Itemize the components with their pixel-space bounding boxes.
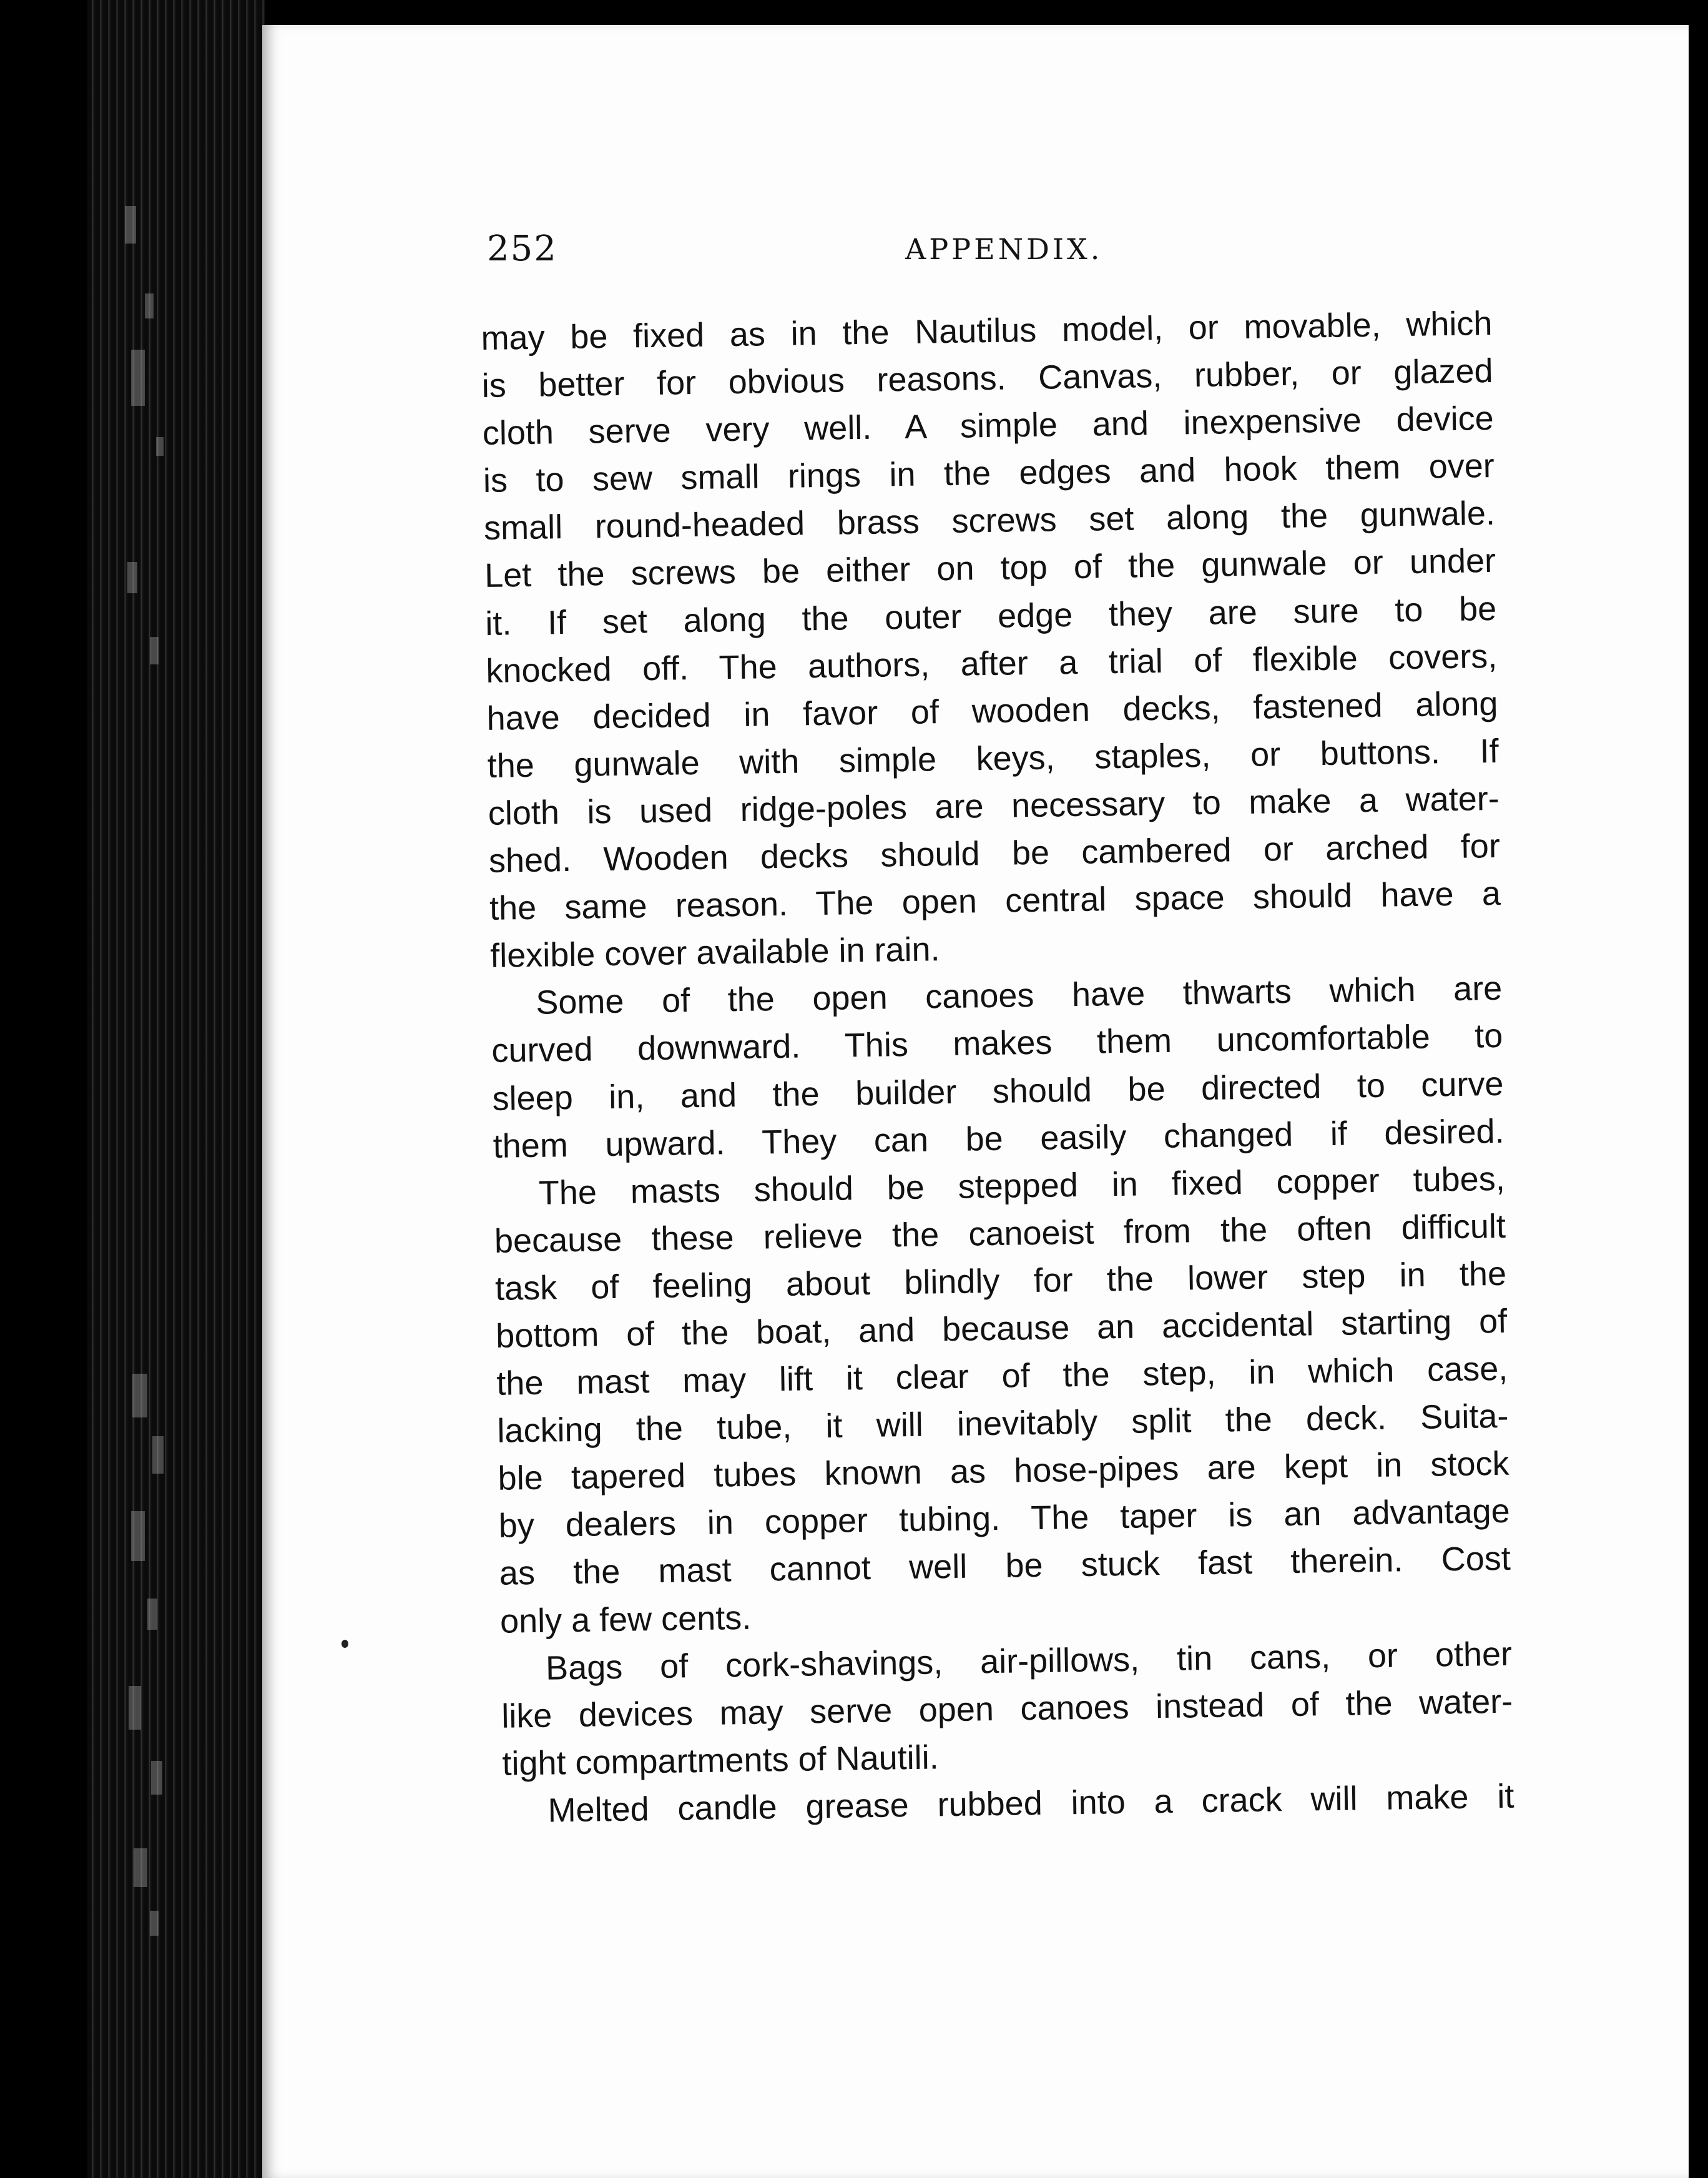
text-line: may be fixed as in the Nautilus model, or movable, which xyxy=(481,304,1493,357)
text-line: it. If set along the outer edge they are sure to be xyxy=(484,589,1497,643)
text-line: the gunwale with simple keys, staples, or buttons. If xyxy=(487,732,1499,785)
stack-speckle xyxy=(134,1848,147,1887)
page-stack-edge xyxy=(87,0,265,2178)
text-line: task of feeling about blindly for the lower step in the xyxy=(494,1254,1507,1308)
stack-speckle xyxy=(131,350,145,406)
stack-speckle xyxy=(156,437,164,456)
text-line: by dealers in copper tubing. The taper is an advantage xyxy=(498,1492,1511,1545)
text-line: flexible cover available in rain. xyxy=(489,930,940,975)
running-head: APPENDIX. xyxy=(905,232,1103,266)
text-line: cloth is used ridge-poles are necessary to make a water- xyxy=(488,779,1500,832)
stack-speckle xyxy=(150,637,159,664)
text-line: like devices may serve open canoes instead of the water- xyxy=(501,1682,1513,1735)
page-number: 252 xyxy=(487,229,557,269)
text-line: Some of the open canoes have thwarts which are xyxy=(535,970,1503,1022)
stack-speckle xyxy=(129,1686,141,1730)
text-line: is to sew small rings in the edges and hook them over xyxy=(483,447,1495,500)
text-line: tight compartments of Nautili. xyxy=(501,1738,940,1783)
text-line: shed. Wooden decks should be cambered or arched for xyxy=(488,827,1501,880)
text-line: Melted candle grease rubbed into a crack will make it xyxy=(547,1777,1514,1830)
text-line: because these relieve the canoeist from the often difficult xyxy=(494,1207,1506,1260)
stack-speckle xyxy=(125,206,136,244)
stack-speckle xyxy=(152,1436,164,1474)
page-header xyxy=(487,229,1473,278)
stack-speckle xyxy=(127,562,137,593)
body-text xyxy=(481,300,1514,1835)
text-line: as the mast cannot well be stuck fast therein. Cost xyxy=(499,1540,1511,1593)
stack-speckle xyxy=(145,293,154,318)
text-line: The masts should be stepped in fixed copper tubes, xyxy=(538,1160,1506,1212)
text-line: them upward. They can be easily changed if desired. xyxy=(493,1112,1505,1165)
ink-speck xyxy=(341,1640,348,1648)
text-line: knocked off. The authors, after a trial of flexible covers, xyxy=(486,637,1498,690)
text-line: is better for obvious reasons. Canvas, rubber, or glazed xyxy=(481,352,1493,405)
text-line: the same reason. The open central space should have a xyxy=(489,874,1501,928)
stack-speckle xyxy=(132,1374,147,1417)
stack-speckle xyxy=(147,1599,157,1630)
text-line: the mast may lift it clear of the step, in which case, xyxy=(496,1349,1508,1402)
text-line: have decided in favor of wooden decks, fastened along xyxy=(486,684,1498,737)
stack-speckle xyxy=(131,1511,145,1561)
text-line: small round-headed brass screws set along the gunwale. xyxy=(483,495,1496,548)
text-line: sleep in, and the builder should be directed to curve xyxy=(492,1065,1504,1118)
text-line: Bags of cork-shavings, air-pillows, tin cans, or other xyxy=(545,1635,1513,1687)
text-line: ble tapered tubes known as hose-pipes are kept in stock xyxy=(498,1445,1509,1498)
text-line: cloth serve very well. A simple and inexpensive device xyxy=(482,400,1494,453)
text-line: lacking the tube, it will inevitably split the deck. Suita- xyxy=(497,1397,1509,1450)
text-line: curved downward. This makes them uncomfortable to xyxy=(491,1017,1503,1070)
text-line: Let the screws be either on top of the gunwale or under xyxy=(484,542,1496,595)
stack-speckle xyxy=(150,1911,159,1936)
stack-speckle xyxy=(151,1761,162,1795)
text-line: bottom of the boat, and because an accidental starting of xyxy=(495,1302,1508,1355)
text-line: only a few cents. xyxy=(499,1599,752,1640)
